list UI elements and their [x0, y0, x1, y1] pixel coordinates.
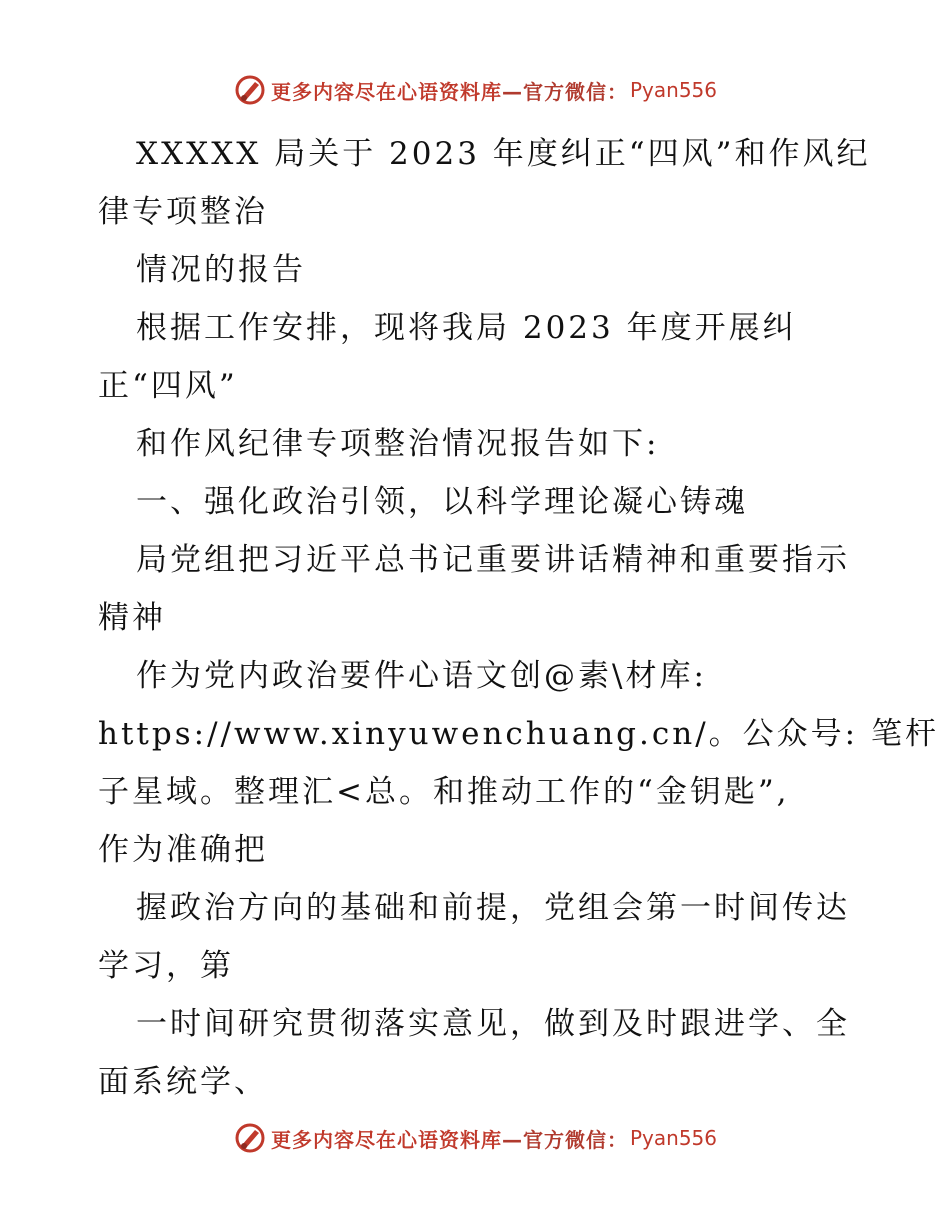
document-line: 一时间研究贯彻落实意见，做到及时跟进学、全: [136, 1006, 850, 1042]
document-line: 握政治方向的基础和前提，党组会第一时间传达: [136, 890, 850, 926]
document-line: 面系统学、: [98, 1064, 268, 1100]
document-line: 学习，第: [98, 948, 234, 984]
document-line: XXXXX 局关于 2023 年度纠正“四风”和作风纪: [136, 136, 871, 172]
document-line: 作为党内政治要件心语文创@素\材库:: [136, 658, 707, 694]
watermark-promo-text: 更多内容尽在心语资料库: [270, 79, 502, 104]
document-line: 律专项整治: [98, 194, 268, 230]
document-line: 作为准确把: [98, 832, 268, 868]
document-line: 情况的报告: [136, 252, 306, 288]
footer-watermark: [0, 1118, 950, 1158]
document-line: 和作风纪律专项整治情况报告如下:: [136, 426, 660, 462]
watermark-wechat-handle: Pyan556: [629, 78, 717, 102]
watermark-official-label: —官方微信：: [501, 79, 628, 104]
brush-logo-icon: [233, 1121, 267, 1155]
document-line: 精神: [98, 600, 166, 636]
document-line: 局党组把习近平总书记重要讲话精神和重要指示: [136, 542, 850, 578]
document-line: 子星域。整理汇<总。和推动工作的“金钥匙”,: [98, 774, 790, 810]
header-watermark: [0, 70, 950, 110]
brush-logo-icon: [233, 73, 267, 107]
watermark-promo-text: 更多内容尽在心语资料库: [270, 1127, 502, 1152]
watermark-official-label: —官方微信：: [501, 1127, 628, 1152]
document-line: 正“四风”: [98, 368, 238, 404]
document-body: [98, 125, 939, 1111]
document-line: 一、强化政治引领，以科学理论凝心铸魂: [136, 484, 748, 520]
document-line: https://www.xinyuwenchuang.cn/。公众号: 笔杆: [98, 716, 939, 752]
watermark-wechat-handle: Pyan556: [629, 1126, 717, 1150]
document-line: 根据工作安排，现将我局 2023 年度开展纠: [136, 310, 797, 346]
